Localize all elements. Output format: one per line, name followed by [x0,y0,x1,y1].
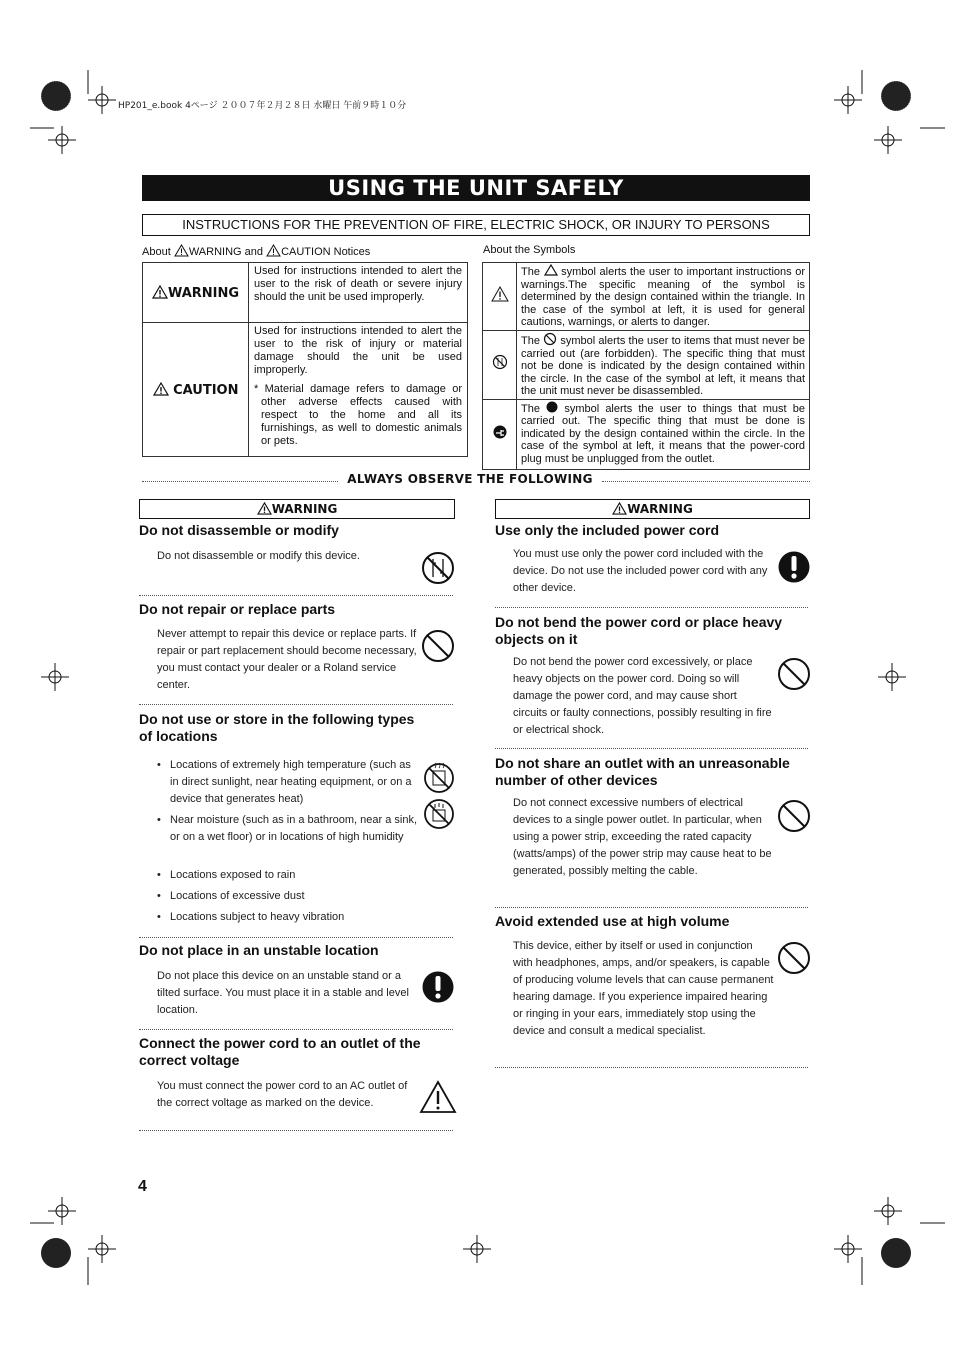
warning-header-left: WARNING [139,499,455,519]
mandatory-exclamation-icon [777,550,811,584]
warning-triangle-icon [491,286,509,302]
section-title: Do not repair or replace parts [139,601,336,617]
file-header: HP201_e.book 4ページ ２００７年２月２８日 水曜日 午前９時１０分 [118,101,407,111]
triangle-symbol-icon [544,264,558,276]
section-text: You must use only the power cord included with the device. Do not use the included power cord with any other device. [513,548,768,594]
symbol-prohibit-desc: The symbol alerts the user to items that must never be carried out (are forbidden). The specific thing that must not be done is indicated by the design contained within the circle. In the case of the symbol at left, it means that the unit must never be disassembled. [517,331,810,400]
section-text: Never attempt to repair this device or replace parts. If repair or part replacement should become necessary, you must contact your dealer or a Roland service center. [157,628,417,691]
list-item: • Locations subject to heavy vibration [170,909,418,926]
warning-triangle-icon [612,502,627,515]
divider [495,907,808,908]
caution-label-cell [143,323,249,457]
mandatory-symbol-icon [546,401,558,413]
warning-label-cell [143,263,249,323]
registration-mark [810,1195,950,1295]
notices-table [142,262,468,457]
divider [602,481,810,482]
list-item: • Locations of extremely high temperature (such as in direct sunlight, near heating equipment, or on a device that generates heat) [170,757,418,808]
warning-label: WARNING [167,285,240,301]
symbol-mandatory-desc: The symbol alerts the user to things that must be carried out. The specific thing that must be done is indicated by the design contained within the circle. In the case of the symbol at left, it means that the power-cord plug must be unplugged from the outlet. [517,399,810,469]
list-item: • Locations exposed to rain [170,867,418,884]
caution-note: * Material damage refers to damage or other adverse effects caused with respect to the home and all its furnishings, as well to domestic animals or pets. [254,383,462,447]
caution-label: CAUTION [173,382,239,398]
registration-mark [40,662,70,692]
section-title: Do not bend the power cord or place heavy objects on it [495,614,783,647]
symbol-prohibit-cell [483,331,517,400]
divider [495,607,808,608]
page-title: USING THE UNIT SAFELY [142,175,810,201]
registration-mark [30,70,170,180]
divider [139,1130,453,1131]
warning-triangle-icon [257,502,272,515]
symbol-triangle-desc: The symbol alerts the user to important instructions or warnings.The specific meaning of the symbol is determined by the design contained within the triangle. In the case of the symbol at left, it is used for general cautions, warnings, or alerts to danger. [517,263,810,331]
prohibition-icon [777,657,811,691]
no-disassemble-icon [421,551,455,585]
divider [139,1029,453,1030]
caution-description: Used for instructions intended to alert the user to the risk of injury or material damage should the unit be used improperly. [254,325,462,376]
warning-triangle-icon [419,1080,457,1114]
warning-triangle-icon [266,244,281,257]
list-item: • Near moisture (such as in a bathroom, near a sink, or on a wet floor) or in locations of high humidity [170,812,418,846]
section-title: Do not place in an unstable location [139,942,379,958]
no-moisture-icon [423,798,455,830]
divider [139,595,453,596]
no-heat-icon [423,762,455,794]
registration-mark [454,1235,500,1275]
prohibition-symbol-icon [543,332,557,346]
divider [495,1067,808,1068]
symbol-triangle-cell [483,263,517,331]
section-text: Do not connect excessive numbers of electrical devices to a single power outlet. In particular, when using a power strip, exceeding the rated capacity (watts/amps) of the power strip may cause heat to be generated, possibly melting the cable. [513,797,772,877]
divider [139,937,453,938]
unplug-icon [492,424,508,440]
prohibition-icon [421,629,455,663]
section-text: You must connect the power cord to an AC outlet of the correct voltage as marked on the device. [157,1080,408,1109]
section-text: Do not place this device on an unstable stand or a tilted surface. You must place it in a stable and level location. [157,970,409,1016]
section-text: Do not disassemble or modify this device. [157,550,360,562]
section-text: Do not bend the power cord excessively, or place heavy objects on the power cord. Doing so will damage the power cord, and may cause short circuits or faulty connections, possibly resulting in fire or electrical shock. [513,656,772,736]
section-title: Avoid extended use at high volume [495,913,730,929]
warning-header-right: WARNING [495,499,810,519]
prohibition-icon [777,941,811,975]
section-text: This device, either by itself or used in conjunction with headphones, amps, and/or speakers, is capable of producing volume levels that can cause permanent hearing damage. If you experience impaired hearing or ringing in your ears, immediately stop using the device and consult a medical specialist. [513,940,774,1037]
always-observe-heading: ALWAYS OBSERVE THE FOLLOWING [347,472,593,486]
section-title: Do not share an outlet with an unreasonable number of other devices [495,755,790,788]
page-number: 4 [138,1178,147,1195]
section-title: Connect the power cord to an outlet of the correct voltage [139,1035,421,1068]
list-item: • Locations of excessive dust [170,888,418,905]
warning-description: Used for instructions intended to alert the user to the risk of death or severe injury should the unit be used improperly. [249,263,468,323]
symbols-table [482,262,810,470]
section-title: Use only the included power cord [495,522,720,538]
warning-triangle-icon [152,285,168,299]
caution-description-cell [249,323,468,457]
caution-triangle-icon [153,382,169,396]
section-title: Do not use or store in the following types of locations [139,711,415,744]
section-title: Do not disassemble or modify [139,522,339,538]
warning-triangle-icon [174,244,189,257]
symbols-caption: About the Symbols [483,244,576,256]
registration-mark [30,1195,170,1295]
divider [495,748,808,749]
notices-caption: About WARNING and CAUTION Notices [142,246,371,258]
mandatory-exclamation-icon [421,970,455,1004]
prohibition-icon [777,799,811,833]
no-disassemble-icon [492,354,508,370]
divider [142,481,338,482]
registration-mark [810,70,950,180]
registration-mark [877,662,907,692]
instructions-subtitle: INSTRUCTIONS FOR THE PREVENTION OF FIRE, ELECTRIC SHOCK, OR INJURY TO PERSONS [142,214,810,236]
divider [139,704,453,705]
symbol-mandatory-cell [483,399,517,469]
